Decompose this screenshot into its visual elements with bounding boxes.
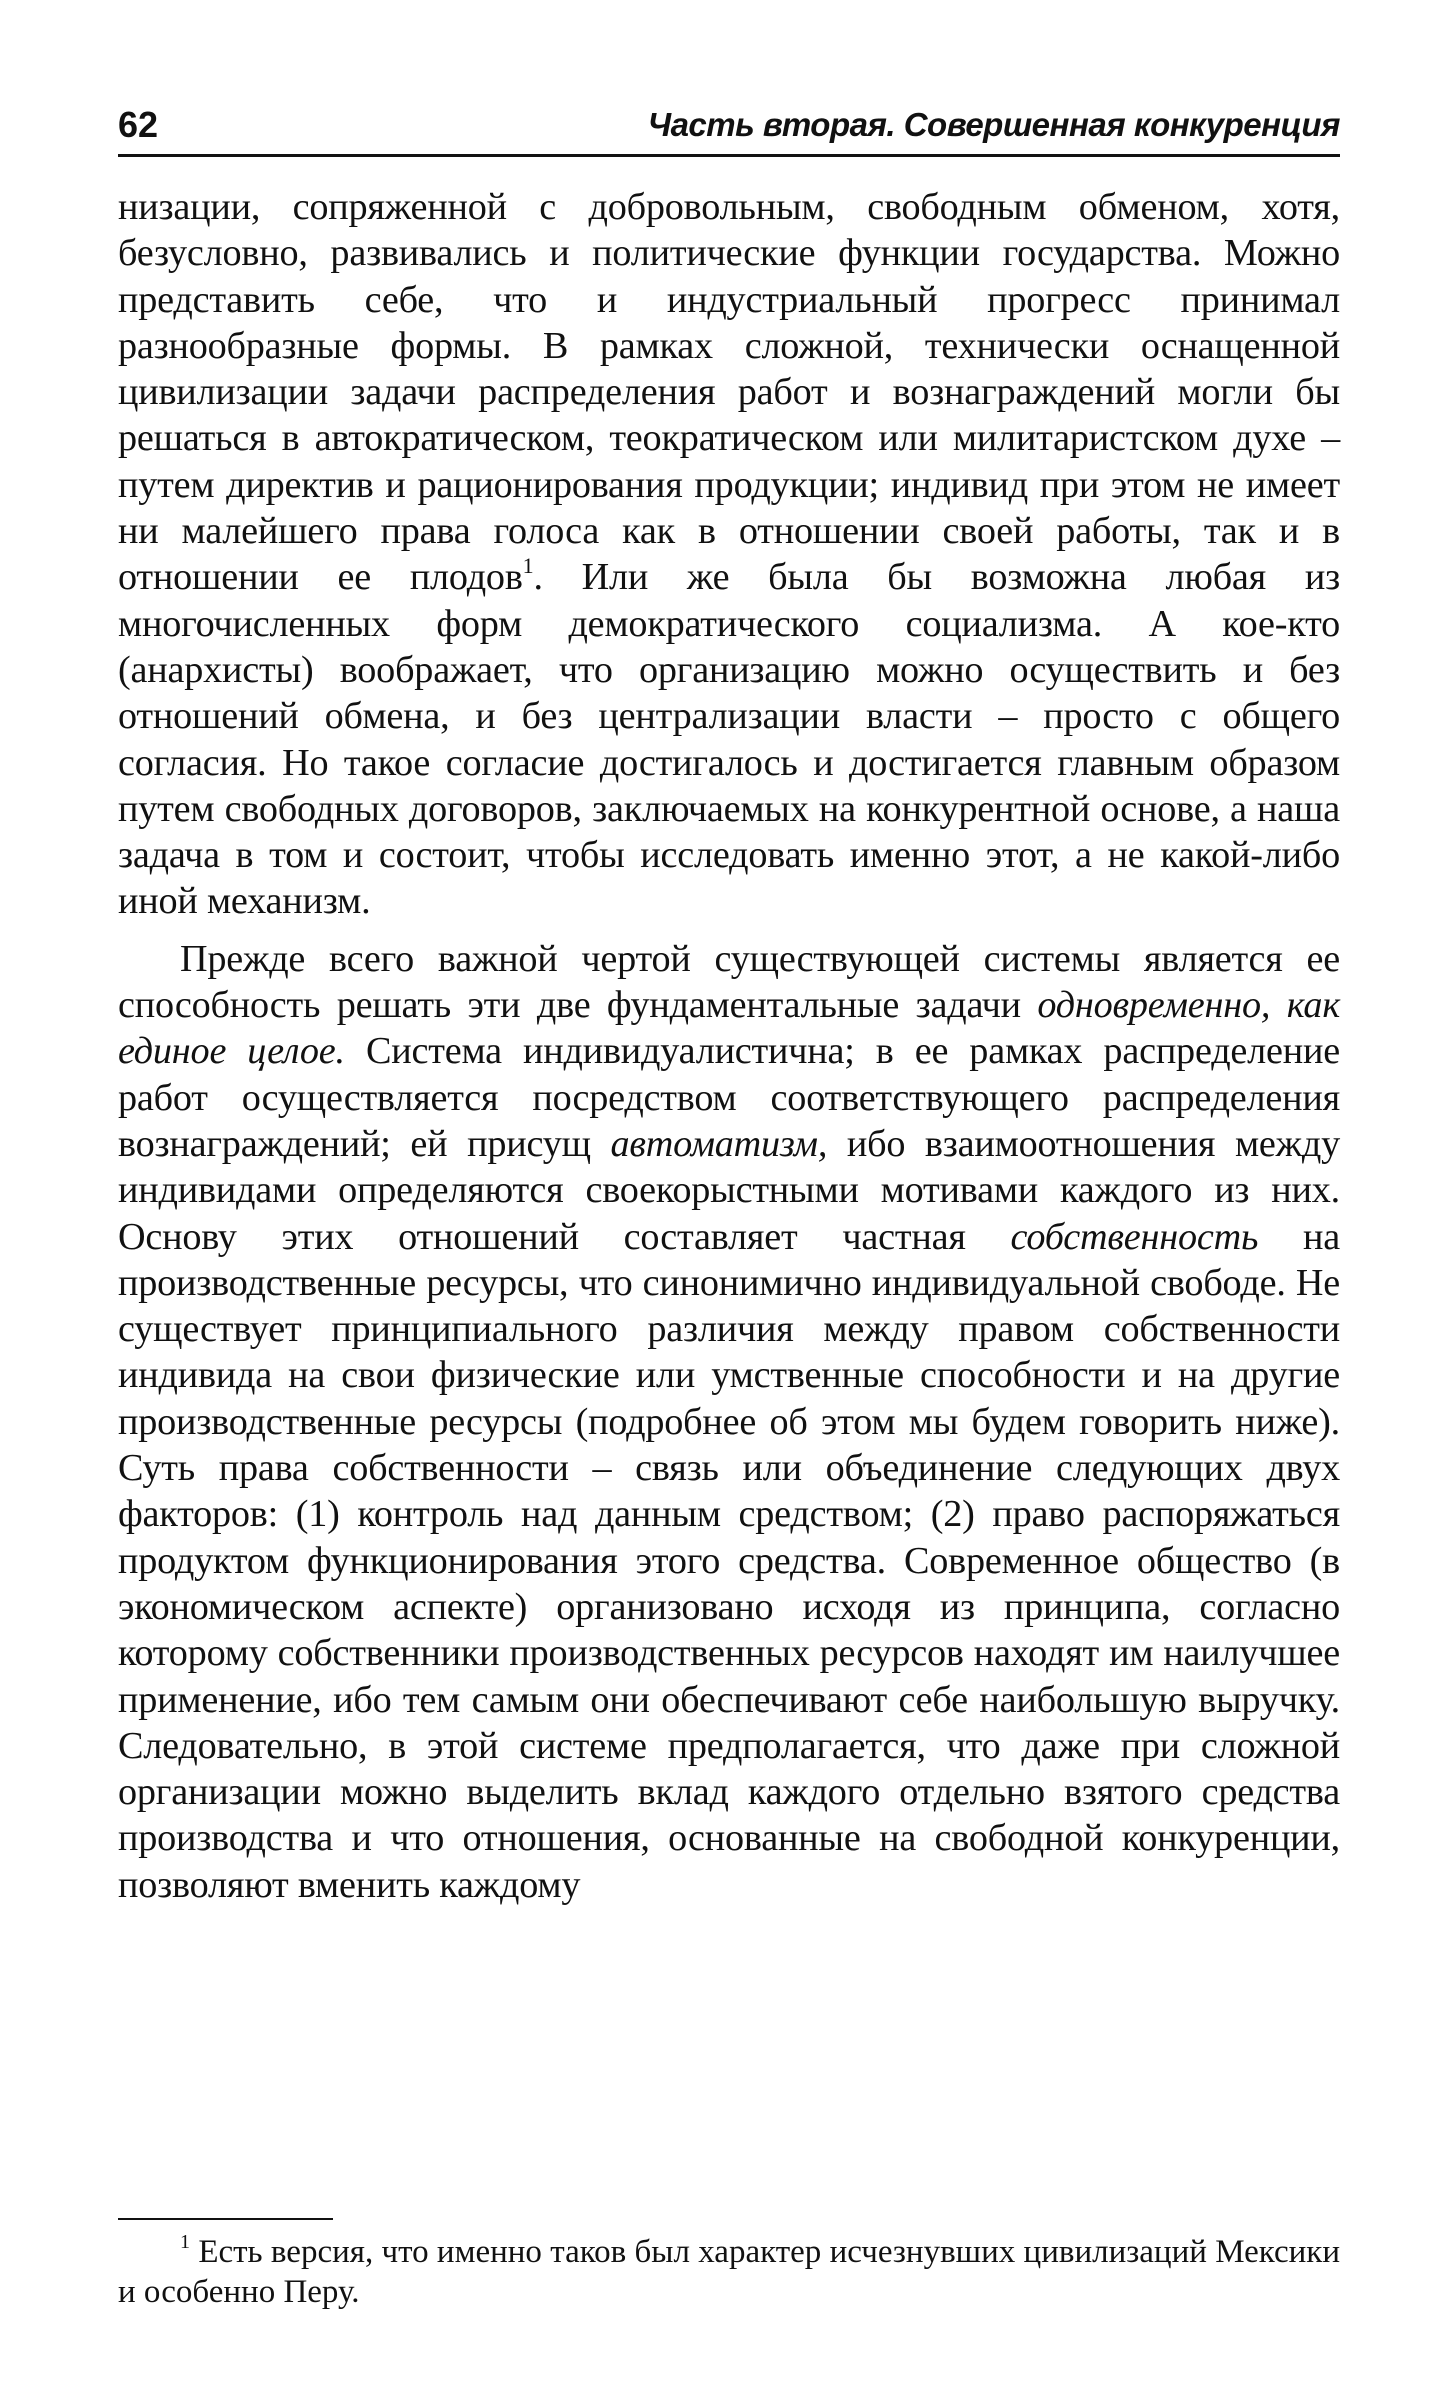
paragraph-1-text-b: . Или же была бы возможна любая из многочисленных форм демократического социализма. А кое-кто (анархисты) воображает, что организацию можно осуществить и без отношений обмена, и без централизации власти – просто с общего согласия. Но такое согласие достигалось и достигается главным образом путем свободных договоров, заключаемых на конкурентной основе, а наша задача в том и состоит, чтобы исследовать именно этот, а не какой-либо иной механизм. — [118, 556, 1340, 923]
running-title: Часть вторая. Совершенная конкуренция — [647, 106, 1340, 143]
footnote-text: Есть версия, что именно таков был характер исчезнувших цивилизаций Мексики и особенно Перу. — [118, 2234, 1340, 2310]
running-head — [118, 98, 1340, 157]
book-page — [118, 0, 1340, 2405]
footnote — [118, 2232, 1340, 2312]
footnote-marker: 1 — [180, 2231, 190, 2253]
paragraph-2-text-d: на производственные ресурсы, что синонимично индивидуальной свободе. Не существует принципиального различия между правом собственности индивида на свои физические или умственные способности и на другие производственные ресурсы (подробнее об этом мы будем говорить ниже). Суть права собственности – связь или объединение следующих двух факторов: (1) контроль над данным средством; (2) право распоряжаться продуктом функционирования этого средства. Современное общество (в экономическом аспекте) организовано исходя из принципа, согласно которому собственники производственных ресурсов находят им наилучшее применение, ибо тем самым они обеспечивают себе наибольшую выручку. Следовательно, в этой системе предполагается, что даже при сложной организации можно выделить вклад каждого отдельно взятого средства производства и что отношения, основанные на свободной конкуренции, позволяют вменить каждому — [118, 1215, 1340, 1906]
paragraph-1-text-a: низации, сопряженной с добровольным, свободным обменом, хотя, безусловно, развивались и политические функции государства. Можно представить себе, что и индустриальный прогресс принимал разнообразные формы. В рамках сложной, технически оснащенной цивилизации задачи распределения работ и вознаграждений могли бы решаться в автократическом, теократическом или милитаристском духе – путем директив и рационирования продукции; индивид при этом не имеет ни малейшего права голоса как в отношении своей работы, так и в отношении ее плодов — [118, 186, 1340, 599]
paragraph-2-text-b: Система индивидуалистична; в ее рамках распределение работ осуществляется посредством соответствующего распределения вознаграждений; ей присущ — [118, 1030, 1340, 1165]
paragraph-2 — [118, 936, 1340, 1908]
paragraph-2-text-a: Прежде всего важной чертой существующей системы является ее способность решать эти две фундаментальные задачи — [118, 937, 1340, 1027]
paragraph-2-italic-a: одновременно, как единое целое. — [118, 984, 1340, 1073]
paragraph-2-text-c: ибо взаимоотношения между индивидами определяются своекорыстными мотивами каждого из них. Основу этих отношений составляет частная — [118, 1122, 1340, 1258]
footnote-reference: 1 — [522, 553, 534, 579]
body-text — [118, 184, 1340, 1908]
footnote-divider — [118, 2218, 333, 2220]
paragraph-2-italic-b: автоматизм, — [610, 1122, 828, 1165]
paragraph-1 — [118, 184, 1340, 925]
paragraph-2-italic-c: собственность — [1010, 1215, 1259, 1258]
page-number: 62 — [118, 104, 159, 145]
